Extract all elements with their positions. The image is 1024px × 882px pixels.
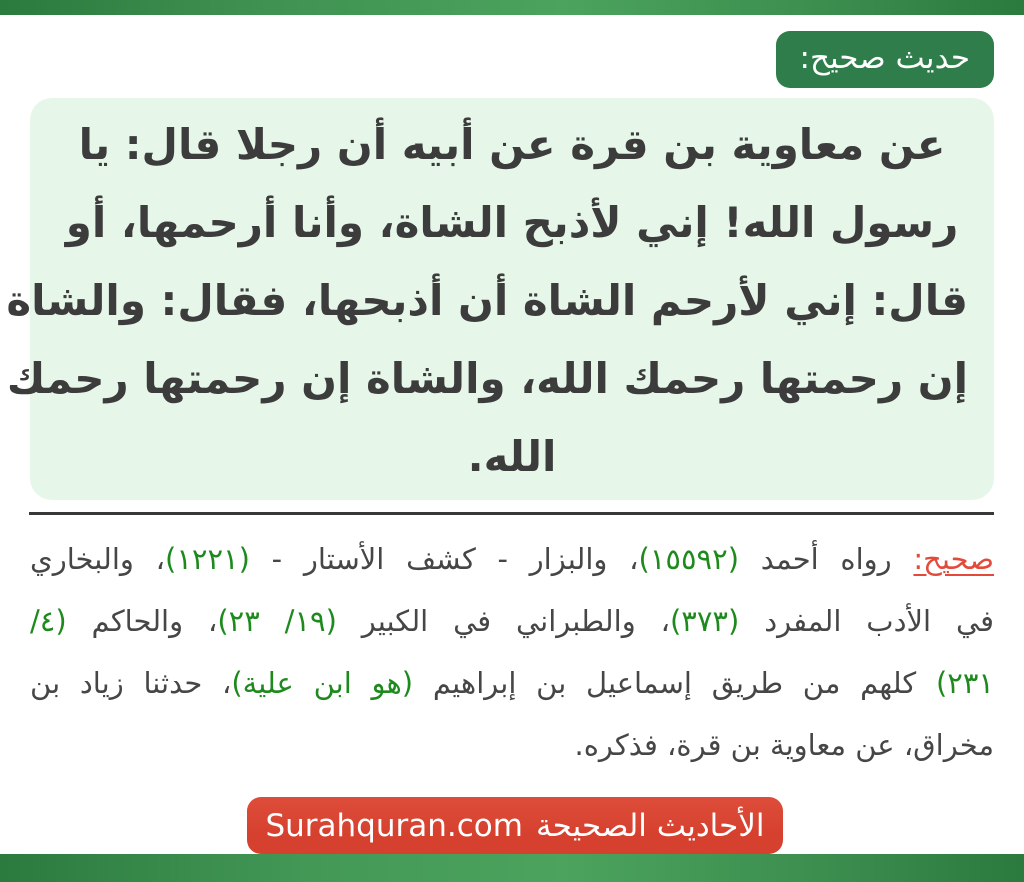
- takhrij-segment: ، والطبراني في الكبير: [336, 604, 670, 638]
- reference-number: (١٢٢١): [165, 542, 250, 576]
- reference-number: (١٥٥٩٢): [638, 542, 740, 576]
- takhrij-line: [30, 590, 994, 652]
- takhrij-segment: ، والحاكم: [66, 604, 218, 638]
- source-banner: [247, 797, 783, 854]
- takhrij-line: [30, 652, 994, 714]
- takhrij-line: [30, 528, 994, 590]
- takhrij-segment: ، والبزار - كشف الأستار -: [249, 542, 639, 576]
- takhrij-segment: مخراق، عن معاوية بن قرة، فذكره.: [574, 728, 994, 762]
- hadith-grade-badge-label: حديث صحيح:: [799, 39, 970, 76]
- hadith-line: إن رحمتها رحمك الله، والشاة إن رحمتها رحمك: [6, 354, 968, 403]
- takhrij-segment: ، والبخاري: [30, 542, 165, 576]
- reference-number: (١٩/ ٢٣): [217, 604, 337, 638]
- takhrij-segment: رواه أحمد: [739, 542, 914, 576]
- hadith-line: الله.: [467, 432, 557, 481]
- takhrij-segment: كلهم من طريق إسماعيل بن إبراهيم: [413, 666, 936, 700]
- source-site-name: Surahquran.com: [265, 807, 523, 844]
- hadith-line: عن معاوية بن قرة عن أبيه أن رجلا قال: يا: [78, 120, 946, 169]
- reference-number: (٣٧٣): [669, 604, 740, 638]
- takhrij-segment: في الأدب المفرد: [739, 604, 994, 638]
- hadith-line: رسول الله! إني لأذبح الشاة، وأنا أرحمها، أو: [65, 198, 959, 247]
- top-green-bar: [0, 0, 1024, 15]
- hadith-grade-badge: [776, 31, 995, 88]
- reference-number: ٢٣١): [935, 666, 994, 700]
- takhrij-line: [30, 714, 994, 776]
- takhrij-segment: ، حدثنا زياد بن: [30, 666, 232, 700]
- hadith-line: قال: إني لأرحم الشاة أن أذبحها، فقال: والشاة: [6, 276, 968, 325]
- reference-number: (هو ابن علية): [231, 666, 414, 700]
- bottom-green-bar: [0, 854, 1024, 882]
- horizontal-divider: [29, 512, 994, 515]
- takhrij-text: [30, 528, 994, 776]
- hadith-text-box: [6, 98, 994, 500]
- grade-label: صحيح:: [913, 542, 994, 576]
- reference-number: (٤/: [30, 604, 67, 638]
- source-banner-title: الأحاديث الصحيحة: [535, 807, 765, 844]
